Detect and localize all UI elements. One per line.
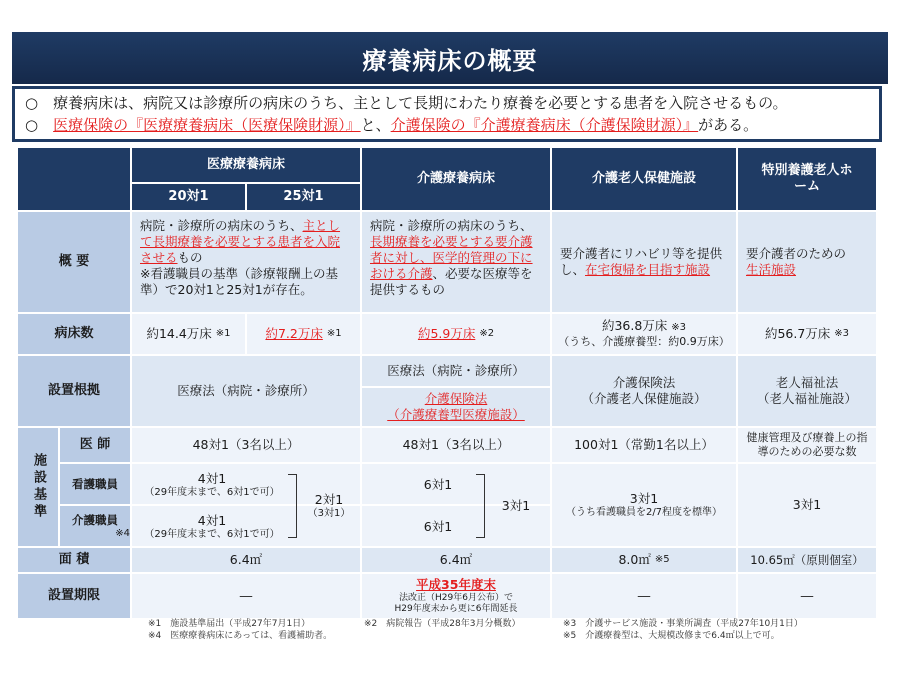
- row-summary-label: 概 要: [58, 254, 90, 269]
- col-care-bed-label: 介護療養病床: [416, 171, 495, 186]
- row-doctor-label: 医 師: [79, 437, 111, 452]
- period-care-text: 平成35年度末: [416, 577, 496, 592]
- roken-ratio: 3対1: [629, 491, 659, 506]
- intro-line-1: [25, 92, 869, 114]
- row-beds: [18, 314, 130, 354]
- summary-medical: [132, 212, 360, 312]
- summary-medical-a: 病院・診療所の病床のうち、: [140, 218, 303, 233]
- intro-box: [12, 86, 882, 142]
- staff-roken: [552, 464, 736, 546]
- period-care: [362, 574, 550, 618]
- row-carer-note: ※4: [115, 528, 130, 539]
- period-medical-text: ―: [239, 588, 253, 603]
- comparison-table: [18, 148, 876, 614]
- intro-conj: と、: [360, 116, 391, 134]
- intro-medical-insurance: 医療保険の『医療療養病床（医療保険財源）』: [53, 116, 361, 134]
- summary-roken-b: 在宅復帰を目指す施設: [585, 262, 711, 277]
- law-tokuyo-1: 老人福祉法: [775, 375, 839, 390]
- doctor-roken: [552, 428, 736, 462]
- area-roken: [552, 548, 736, 572]
- summary-tokuyo: [738, 212, 876, 312]
- beds-m25-value: 約7.2万床: [265, 326, 323, 341]
- row-summary: [18, 212, 130, 312]
- summary-medical-b: 主として長期療養を必要とする患者を入院させる: [140, 218, 341, 265]
- period-roken-text: ―: [637, 588, 651, 603]
- care-carer-ratio: 6対1: [423, 519, 453, 534]
- col-care-bed: [362, 148, 550, 210]
- bracket: [476, 474, 485, 538]
- beds-care-note: ※2: [479, 328, 495, 339]
- nurse-ratio: 4対1: [197, 471, 227, 486]
- law-care-bottom: [362, 388, 550, 426]
- row-nurse: [60, 464, 130, 504]
- summary-tokuyo-b: 生活施設: [746, 262, 797, 277]
- roken-sub: （うち看護職員を2/7程度を標準）: [565, 507, 723, 518]
- doctor-tokuyo: [738, 428, 876, 462]
- period-roken: [552, 574, 736, 618]
- law-care-b1: 介護保険法: [424, 391, 488, 406]
- doctor-roken-text: 100対1（常勤1名以上）: [574, 437, 714, 452]
- law-tokuyo-2: （老人福祉施設）: [756, 391, 857, 406]
- title-text: 療養病床の概要: [362, 46, 538, 75]
- intro-care-insurance: 介護保険の『介護療養病床（介護保険財源）』: [390, 116, 699, 134]
- row-law-label: 設置根拠: [47, 383, 100, 398]
- row-carer-label: 介護職員: [72, 513, 118, 527]
- beds-m25: [247, 314, 360, 354]
- area-roken-text: 8.0㎡: [618, 552, 651, 567]
- footnote-3: ※3 介護サービス施設・事業所調査（平成27年10月1日）: [563, 619, 803, 629]
- footnote-2: ※2 病院報告（平成28年3月分概数）: [364, 619, 521, 629]
- row-period: [18, 574, 130, 618]
- beds-roken-sub: （うち、介護療養型：約0.9万床）: [558, 335, 730, 348]
- summary-medical-d: ※看護職員の基準（診療報酬上の基準）で20対1と25対1が存在。: [140, 266, 338, 297]
- col-ratio25: [247, 184, 360, 210]
- ratio20-label: 20対1: [168, 189, 209, 204]
- row-area: [18, 548, 130, 572]
- col-tokuyo-label: 特別養護老人ホーム: [761, 163, 853, 194]
- area-tokuyo: [738, 548, 876, 572]
- ratio25-label: 25対1: [283, 189, 324, 204]
- carer-care: [388, 506, 488, 546]
- footnote-4: ※4 医療療養病床にあっては、看護補助者。: [148, 631, 333, 641]
- care-combined-ratio: 3対1: [501, 498, 531, 513]
- area-medical-text: 6.4㎡: [229, 552, 263, 567]
- beds-tokuyo-value: 約56.7万床: [764, 326, 831, 341]
- col-tokuyo: [738, 148, 876, 210]
- beds-care: [362, 314, 550, 354]
- law-care-top: [362, 356, 550, 386]
- period-care-sub2: H29年度末から更に6年間延長: [394, 604, 518, 614]
- doctor-tokuyo-text: 健康管理及び療養上の指導のための必要な数: [746, 431, 868, 458]
- summary-care-b: 長期療養を必要とする要介護者に対し、: [370, 234, 533, 265]
- nurse-medical: [132, 464, 292, 504]
- bullet: ○: [25, 94, 39, 112]
- intro-line-2: [25, 114, 869, 136]
- period-medical: [132, 574, 360, 618]
- area-care-text: 6.4㎡: [439, 552, 473, 567]
- law-care-top-text: 医療法（病院・診療所）: [387, 363, 525, 378]
- row-standards-label: 施設基準: [31, 453, 46, 521]
- law-tokuyo: [738, 356, 876, 426]
- row-law: [18, 356, 130, 426]
- combined-medical: [298, 485, 360, 525]
- beds-m20-value: 約14.4万床: [146, 326, 212, 341]
- footnote-1: ※1 施設基準届出（平成27年7月1日）: [148, 619, 311, 629]
- col-roken: [552, 148, 736, 210]
- beds-tokuyo: [738, 314, 876, 354]
- period-tokuyo-text: ―: [800, 588, 814, 603]
- carer-medical: [132, 506, 292, 546]
- area-care: [362, 548, 550, 572]
- nurse-sub: （29年度末まで、6対1で可）: [144, 487, 280, 498]
- row-doctor: [60, 428, 130, 462]
- intro-text-1: 療養病床は、病院又は診療所の病床のうち、主として長期にわたり療養を必要とする患者を入院させるもの。: [53, 94, 788, 112]
- area-tokuyo-text: 10.65㎡（原則個室）: [750, 553, 864, 567]
- period-tokuyo: [738, 574, 876, 618]
- summary-care: [362, 212, 550, 312]
- col-medical-label: 医療療養病床: [206, 157, 285, 172]
- beds-roken: [552, 314, 736, 354]
- col-medical: [132, 148, 360, 182]
- beds-roken-note: ※3: [671, 322, 687, 333]
- combined-ratio: 2対1: [314, 492, 344, 507]
- row-standards: [18, 428, 58, 546]
- row-carer: [60, 506, 130, 546]
- summary-roken-a: 要介護者にリハビリ等を提供し、: [560, 246, 723, 277]
- summary-medical-c: もの: [177, 250, 203, 265]
- period-care-sub1: 法改正（H29年6月公布）で: [399, 593, 513, 603]
- staff-tokuyo: [738, 464, 876, 546]
- law-medical-text: 医療法（病院・診療所）: [177, 383, 315, 398]
- col-roken-label: 介護老人保健施設: [591, 171, 696, 186]
- area-roken-note: ※5: [654, 554, 670, 565]
- law-care-b2: （介護療養型医療施設）: [387, 407, 525, 422]
- combined-care: [486, 485, 546, 525]
- law-roken-2: （介護老人保健施設）: [581, 391, 707, 406]
- doctor-care: [362, 428, 550, 462]
- footnote-5: ※5 介護療養型は、大規模改修まで6.4㎡以上で可。: [563, 631, 780, 641]
- combined-sub: （3対1）: [307, 508, 351, 519]
- summary-roken: [552, 212, 736, 312]
- doctor-medical-text: 48対1（3名以上）: [192, 437, 300, 452]
- beds-tokuyo-note: ※3: [834, 328, 850, 339]
- row-period-label: 設置期限: [47, 588, 100, 603]
- row-beds-label: 病床数: [54, 326, 94, 341]
- row-nurse-label: 看護職員: [72, 477, 118, 491]
- beds-m25-note: ※1: [326, 328, 342, 339]
- col-ratio20: [132, 184, 245, 210]
- corner-cell: [18, 148, 130, 210]
- area-medical: [132, 548, 360, 572]
- law-medical: [132, 356, 360, 426]
- law-roken: [552, 356, 736, 426]
- law-roken-1: 介護保険法: [612, 375, 676, 390]
- summary-care-c: 医学的管理の下における介護: [370, 250, 533, 281]
- nurse-care: [388, 464, 488, 504]
- summary-care-a: 病院・診療所の病床のうち、: [370, 218, 533, 233]
- bracket: [288, 474, 297, 538]
- summary-tokuyo-a: 要介護者のための: [746, 246, 847, 261]
- summary-care-d: 、必要な医療等を提供するもの: [370, 266, 533, 297]
- carer-sub: （29年度末まで、6対1で可）: [144, 529, 280, 540]
- doctor-medical: [132, 428, 360, 462]
- row-area-label: 面 積: [58, 552, 90, 567]
- beds-care-value: 約5.9万床: [417, 326, 476, 341]
- beds-roken-value: 約36.8万床: [601, 318, 668, 333]
- intro-end: がある。: [698, 116, 759, 134]
- bullet: ○: [25, 116, 39, 134]
- doctor-care-text: 48対1（3名以上）: [402, 437, 510, 452]
- beds-m20: [132, 314, 245, 354]
- page-title: [12, 32, 888, 84]
- carer-ratio: 4対1: [197, 513, 227, 528]
- beds-m20-note: ※1: [215, 328, 231, 339]
- tokuyo-ratio: 3対1: [792, 497, 822, 512]
- care-nurse-ratio: 6対1: [423, 477, 453, 492]
